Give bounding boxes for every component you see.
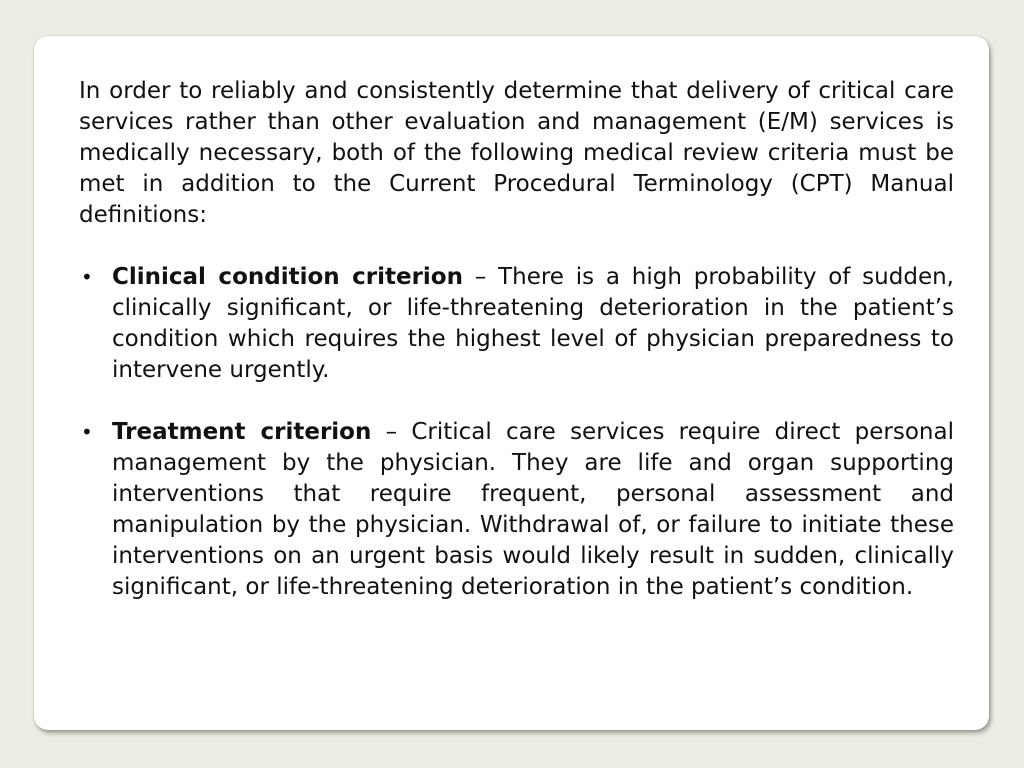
criterion-item-treatment bbox=[79, 417, 954, 603]
slide-content bbox=[79, 76, 954, 603]
criterion-term: Clinical condition criterion bbox=[112, 264, 463, 290]
bullet-icon: • bbox=[81, 420, 93, 444]
criterion-description: – There is a high probability of sudden, clinically significant, or life-threatening deterioration in the patient’s condition which requires the highest level of physician preparedness to intervene urgently. bbox=[112, 264, 954, 383]
intro-paragraph: In order to reliably and consistently determine that delivery of critical care services rather than other evaluation and management (E/M) services is medically necessary, both of the following medical review criteria must be met in addition to the Current Procedural Terminology (CPT) Manual definitions: bbox=[79, 78, 954, 228]
bullet-icon: • bbox=[81, 265, 93, 289]
criterion-item-clinical-condition bbox=[79, 262, 954, 386]
slide-card bbox=[34, 36, 989, 730]
criterion-term: Treatment criterion bbox=[112, 419, 372, 445]
criterion-description: – Critical care services require direct personal management by the physician. They are life and organ supporting interventions that require frequent, personal assessment and manipulation by the physician. Withdrawal of, or failure to initiate these interventions on an urgent basis would likely result in sudden, clinically significant, or life-threatening deterioration in the patient’s condition. bbox=[112, 419, 954, 600]
criteria-list bbox=[79, 262, 954, 603]
